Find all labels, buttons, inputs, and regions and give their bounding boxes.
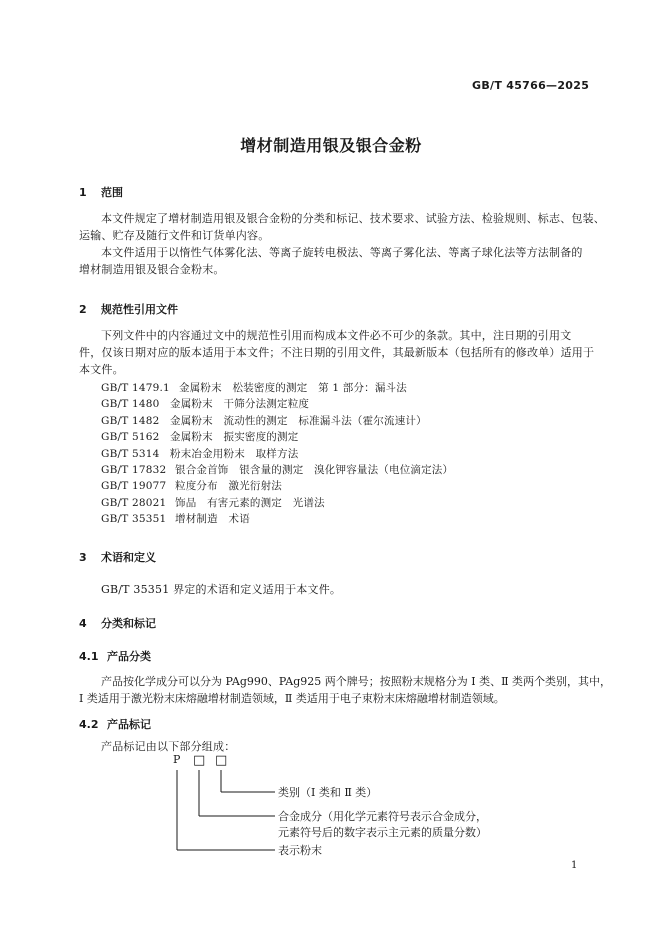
section-title: 规范性引用文件 — [101, 303, 178, 316]
reference-item — [101, 478, 453, 494]
section-title: 产品分类 — [107, 650, 151, 663]
section-title: 术语和定义 — [101, 551, 156, 564]
section-3-heading — [79, 549, 156, 565]
reference-title: 银合金首饰 银含量的测定 溴化钾容量法（电位滴定法） — [175, 464, 454, 477]
reference-item — [101, 429, 453, 445]
reference-code: GB/T 1479.1 — [101, 382, 170, 394]
reference-item — [101, 462, 453, 478]
alloy-composition-label-line1: 合金成分（用化学元素符号表示合金成分， — [278, 810, 487, 823]
paragraph-line: 本文件规定了增材制造用银及银合金粉的分类和标记、技术要求、试验方法、检验规则、标志、包装、 — [101, 212, 605, 225]
alloy-composition-box: □ — [193, 753, 206, 768]
section-3-body: GB/T 35351 界定的术语和定义适用于本文件。 — [101, 583, 342, 596]
reference-code: GB/T 17832 — [101, 464, 167, 477]
paragraph-line: 下列文件中的内容通过文中的规范性引用而构成本文件必不可少的条款。其中，注日期的引用文 — [101, 329, 572, 342]
paragraph-line: Ⅰ 类适用于激光粉末床熔融增材制造领域，Ⅱ 类适用于电子束粉末床熔融增材制造领域。 — [79, 692, 505, 705]
reference-title: 金属粉末 松装密度的测定 第 1 部分：漏斗法 — [179, 382, 407, 394]
reference-title: 增材制造 术语 — [175, 513, 250, 526]
reference-item — [101, 446, 453, 462]
reference-title: 金属粉末 干筛分法测定粒度 — [170, 398, 310, 411]
reference-code: GB/T 28021 — [101, 496, 167, 509]
section-number: 3 — [79, 551, 87, 564]
section-number: 1 — [79, 186, 87, 199]
reference-list — [101, 380, 453, 528]
paragraph-line: 本文件。 — [79, 363, 124, 376]
section-number: 4 — [79, 617, 87, 630]
product-marking-diagram — [160, 754, 520, 864]
section-number: 2 — [79, 303, 87, 316]
section-1-body — [79, 210, 605, 278]
reference-code: GB/T 1480 — [101, 398, 160, 411]
reference-title: 粒度分布 激光衍射法 — [175, 480, 282, 493]
page-number: 1 — [571, 860, 578, 871]
section-number: 4.2 — [79, 718, 99, 731]
reference-title: 饰品 有害元素的测定 光谱法 — [175, 496, 325, 509]
section-1-heading — [79, 184, 123, 200]
section-2-intro — [79, 327, 594, 378]
reference-code: GB/T 35351 — [101, 513, 167, 526]
category-box: □ — [215, 753, 228, 768]
alloy-composition-label-line2: 元素符号后的数字表示主元素的质量分数） — [278, 826, 487, 839]
reference-title: 金属粉末 流动性的测定 标准漏斗法（霍尔流速计） — [170, 414, 427, 427]
document-title: 增材制造用银及银合金粉 — [240, 136, 422, 155]
section-number: 4.1 — [79, 650, 99, 663]
section-4-2-intro: 产品标记由以下部分组成： — [101, 740, 236, 753]
category-label: 类别（Ⅰ 类和 Ⅱ 类） — [278, 786, 378, 799]
section-4-heading — [79, 615, 156, 631]
reference-item — [101, 380, 453, 396]
paragraph-line: 增材制造用银及银合金粉末。 — [79, 263, 225, 276]
reference-item — [101, 396, 453, 412]
reference-title: 粉末冶金用粉末 取样方法 — [170, 447, 299, 460]
reference-title: 金属粉末 振实密度的测定 — [170, 431, 299, 444]
reference-code: GB/T 1482 — [101, 414, 160, 427]
reference-code: GB/T 5162 — [101, 431, 160, 444]
paragraph-line: 件，仅该日期对应的版本适用于本文件；不注日期的引用文件，其最新版本（包括所有的修改单）适用于 — [79, 346, 595, 359]
standard-code: GB/T 45766—2025 — [472, 79, 590, 92]
reference-item — [101, 413, 453, 429]
section-4-1-heading — [79, 648, 151, 664]
section-2-heading — [79, 301, 178, 317]
section-title: 范围 — [101, 186, 123, 199]
paragraph-line: 本文件适用于以惰性气体雾化法、等离子旋转电极法、等离子雾化法、等离子球化法等方法制备的 — [101, 246, 583, 259]
section-4-2-heading — [79, 716, 151, 732]
reference-item — [101, 495, 453, 511]
section-title: 产品标记 — [107, 718, 151, 731]
section-title: 分类和标记 — [101, 617, 156, 630]
reference-item — [101, 511, 453, 527]
paragraph-line: 产品按化学成分可以分为 PAg990、PAg925 两个牌号；按照粉末规格分为 Ⅰ 类、Ⅱ 类两个类别，其中， — [101, 675, 612, 688]
reference-code: GB/T 19077 — [101, 480, 167, 493]
powder-label: 表示粉末 — [278, 844, 322, 857]
marking-prefix-p: P — [173, 753, 181, 766]
reference-code: GB/T 5314 — [101, 447, 160, 460]
section-4-1-body — [79, 673, 611, 707]
paragraph-line: 运输、贮存及随行文件和订货单内容。 — [79, 229, 270, 242]
